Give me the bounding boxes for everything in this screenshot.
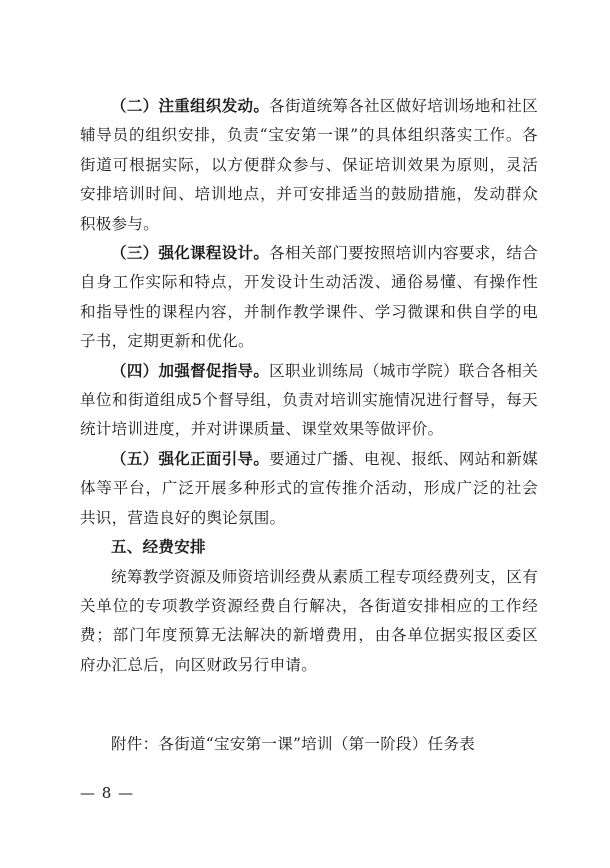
paragraph-funding: 统筹教学资源及师资培训经费从素质工程专项经费列支，区有关单位的专项教学资源经费自行解决，各街道安排相应的工作经费；部门年度预算无法解决的新增费用，由各单位据实报区委区府办汇总后，向区财政另行申请。 [80,567,538,674]
paragraph-heading: （二）注重组织发动。 [111,97,270,115]
paragraph-heading: （四）加强督促指导。 [111,361,270,380]
paragraph-text: 各街道统筹各社区做好培训场地和社区辅导员的组织安排，负责“宝安第一课”的具体组织落实工作。各街道可根据实际，以方便群众参与、保证培训效果为原则，灵活安排培训时间、培训地点，并可安排适当的鼓励措施，发动群众积极参与。 [80,97,538,233]
document-body [80,92,538,680]
paragraph-text: 区职业训练局（城市学院）联合各相关单位和街道组成5个督导组，负责对培训实施情况进行督导，每天统计培训进度，并对讲课质量、课堂效果等做评价。 [80,361,538,439]
paragraph-text: 要通过广播、电视、报纸、网站和新媒体等平台，广泛开展多种形式的宣传推介活动，形成广泛的社会共识，营造良好的舆论氛围。 [80,449,538,527]
attachment-note: 附件：各街道“宝安第一课”培训（第一阶段）任务表 [111,735,476,753]
paragraph-course-design [80,239,538,357]
paragraph-supervision [80,357,538,445]
paragraph-organize [80,92,538,239]
paragraph-heading: （三）强化课程设计。 [111,244,270,263]
paragraph-text: 各相关部门要按照培训内容要求，结合自身工作实际和特点，开发设计生动活泼、通俗易懂、有操作性和指导性的课程内容，并制作教学课件、学习微课和供自学的电子书，定期更新和优化。 [80,244,538,351]
paragraph-publicity [80,445,538,533]
paragraph-heading: （五）强化正面引导。 [111,449,270,468]
page-number: — 8 — [80,784,135,802]
section-title-funding: 五、经费安排 [111,538,206,557]
